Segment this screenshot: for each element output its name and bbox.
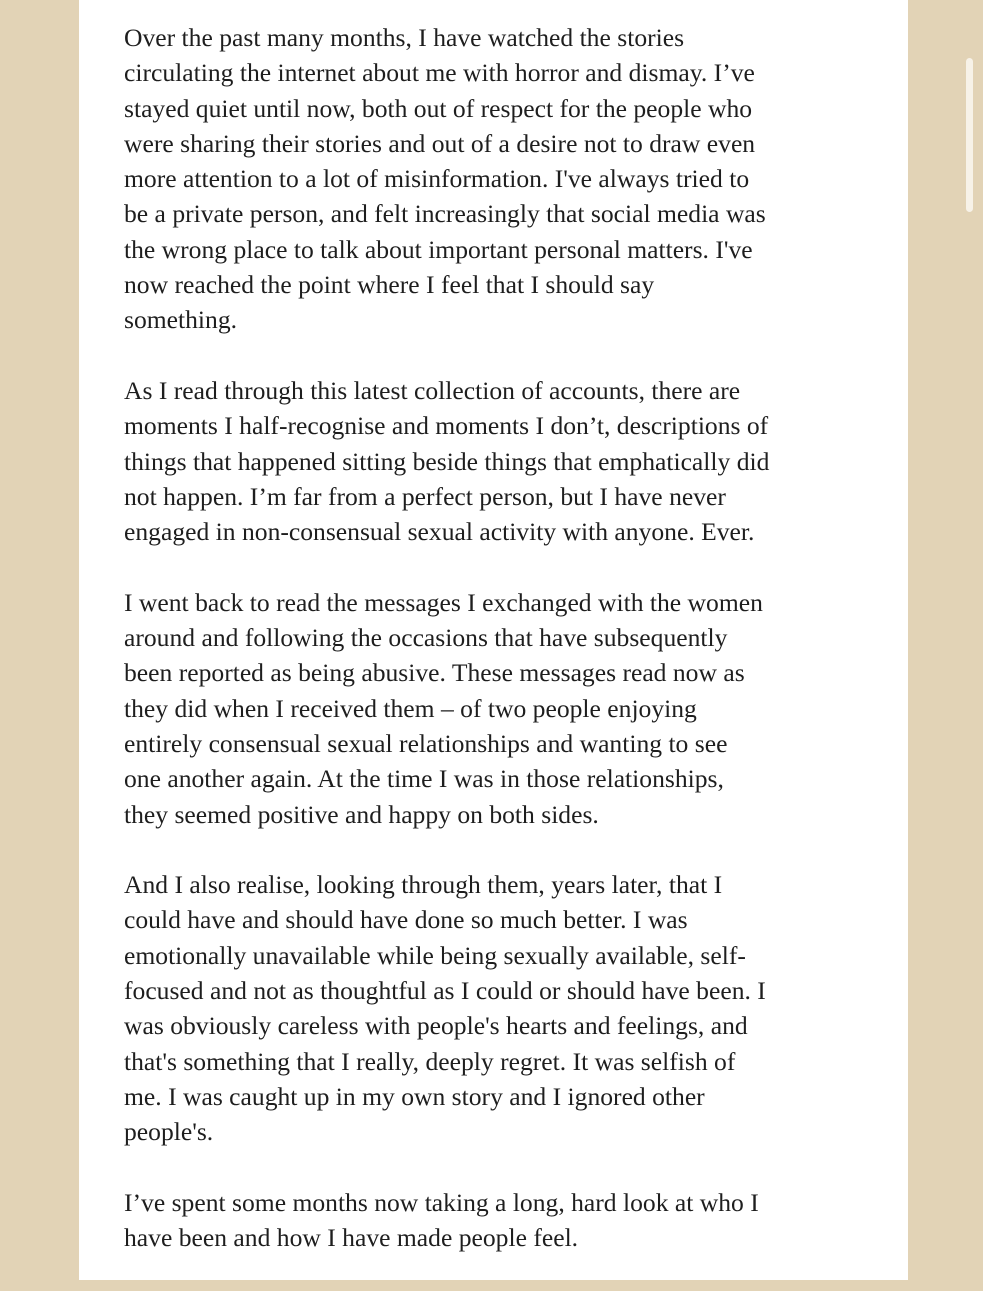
vertical-scrollbar[interactable]: [962, 56, 976, 214]
paragraph-2: As I read through this latest collection of accounts, there are moments I half-recognise and moments I don’t, descriptions of things that happened sitting beside things that emphatically did not happen. I’m far from a perfect person, but I have never engaged in non-consensual sexual activity with anyone. Ever.: [124, 375, 770, 547]
paragraph-1: Over the past many months, I have watched the stories circulating the internet about me with horror and dismay. I’ve stayed quiet until now, both out of respect for the people who were sharing their stories and out of a desire not to draw even more attention to a lot of misinformation. I've always tried to be a private person, and felt increasingly that social media was the wrong place to talk about important personal matters. I've now reached the point where I feel that I should say something.: [124, 23, 766, 335]
scrollbar-thumb[interactable]: [966, 58, 973, 212]
paragraph-5: I’ve spent some months now taking a long, hard look at who I have been and how I have made people feel.: [124, 1187, 759, 1253]
paragraph-4: And I also realise, looking through them, years later, that I could have and should have done so much better. I was emotionally unavailable while being sexually available, self- focused and not as thoughtful as I could or should have been. I was obviously careless with people's hearts and feelings, and that's something that I really, deeply regret. It was selfish of me. I was caught up in my own story and I ignored other people's.: [124, 870, 766, 1147]
paragraph-3: I went back to read the messages I exchanged with the women around and following the occasions that have subsequently been reported as being abusive. These messages read now as they did when I received them – of two people enjoying entirely consensual sexual relationships and wanting to see one another again. At the time I was in those relationships, they seemed positive and happy on both sides.: [124, 587, 763, 829]
document-sheet: [79, 0, 908, 1280]
statement-text: [124, 20, 804, 1291]
